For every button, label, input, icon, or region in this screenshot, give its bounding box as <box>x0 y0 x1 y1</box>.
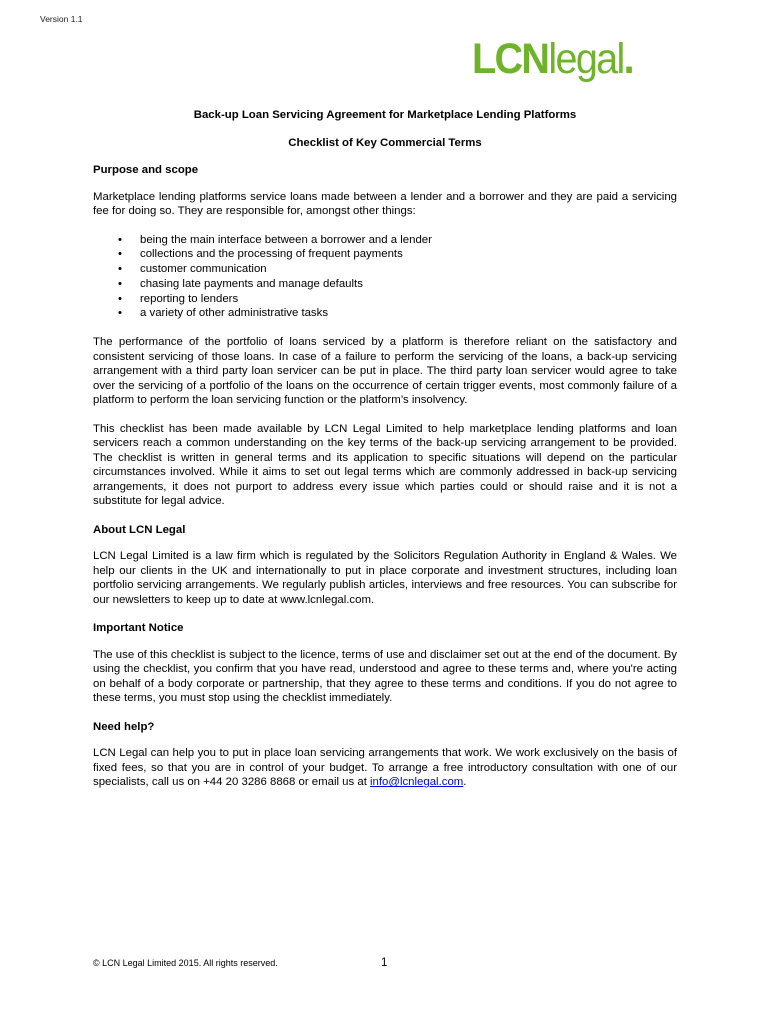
list-item: • collections and the processing of frequent payments <box>140 247 677 262</box>
help-paragraph <box>93 746 677 790</box>
help-end: . <box>463 776 467 789</box>
purpose-intro: Marketplace lending platforms service loans made between a lender and a borrower and they are paid a servicing fee for doing so. They are responsible for, amongst other things: <box>93 190 677 217</box>
help-heading: Need help? <box>93 720 155 733</box>
notice-paragraph: The use of this checklist is subject to the licence, terms of use and disclaimer set out at the end of the document. By using the checklist, you confirm that you have read, understood and agree to these terms and, where you're acting on behalf of a body corporate or partnership, that they agree to these terms and conditions. If you do not agree to these terms, you must stop using the checklist immediately. <box>93 648 677 705</box>
copyright-notice: © LCN Legal Limited 2015. All rights reserved. <box>93 958 278 968</box>
about-heading: About LCN Legal <box>93 523 186 536</box>
document-subtitle: Checklist of Key Commercial Terms <box>288 136 482 149</box>
purpose-paragraph-3: This checklist has been made available by LCN Legal Limited to help marketplace lending platforms and loan servicers reach a common understanding on the key terms of the back-up servicing arrangement to be provided. The checklist is written in general terms and its application to specific situations will depend on the particular circumstances involved. While it aims to set out legal terms which are commonly addressed in back-up servicing arrangements, it does not purport to address every issue which parties could or should raise and it is not a substitute for legal advice. <box>93 422 677 508</box>
lcn-legal-logo <box>472 35 633 83</box>
email-link[interactable]: info@lcnlegal.com <box>370 776 464 789</box>
list-item: • a variety of other administrative tasks <box>140 306 677 321</box>
logo-legal-text: legal <box>548 35 624 83</box>
list-item: • customer communication <box>140 262 677 277</box>
notice-heading: Important Notice <box>93 622 184 635</box>
page-number: 1 <box>381 957 388 969</box>
logo-lcn-text: LCN <box>472 35 549 83</box>
list-item: • chasing late payments and manage defaults <box>140 277 677 292</box>
about-paragraph: LCN Legal Limited is a law firm which is regulated by the Solicitors Regulation Authority in England & Wales. We help our clients in the UK and internationally to put in place corporate and investment structures, including loan portfolio servicing arrangements. We regularly publish articles, interviews and free resources. You can subscribe for our newsletters to keep up to date at www.lcnlegal.com. <box>93 550 677 606</box>
help-text: LCN Legal can help you to put in place loan servicing arrangements that work. We work exclusively on the basis of fixed fees, so that you are in control of your budget. To arrange a free introductory consultation with one of our specialists, call us on +44 20 3286 8868 or email us at <box>93 747 677 789</box>
list-item: • reporting to lenders <box>140 292 677 307</box>
document-title: Back-up Loan Servicing Agreement for Marketplace Lending Platforms <box>193 109 577 121</box>
logo-dot: . <box>623 35 633 83</box>
purpose-heading: Purpose and scope <box>93 164 199 176</box>
purpose-paragraph-2: The performance of the portfolio of loans serviced by a platform is therefore reliant on the satisfactory and consistent servicing of those loans. In case of a failure to perform the servicing of the loans, a back-up servicing arrangement with a third party loan servicer can be put in place. The third party loan servicer would agree to take over the servicing of a portfolio of the loans on the occurrence of certain trigger events, most commonly failure of a platform to perform the loan servicing function or the platform’s insolvency. <box>93 336 677 407</box>
document-body <box>93 108 677 804</box>
version-label: Version 1.1 <box>40 14 83 24</box>
list-item: • being the main interface between a borrower and a lender <box>140 233 677 248</box>
responsibilities-list <box>93 233 677 322</box>
